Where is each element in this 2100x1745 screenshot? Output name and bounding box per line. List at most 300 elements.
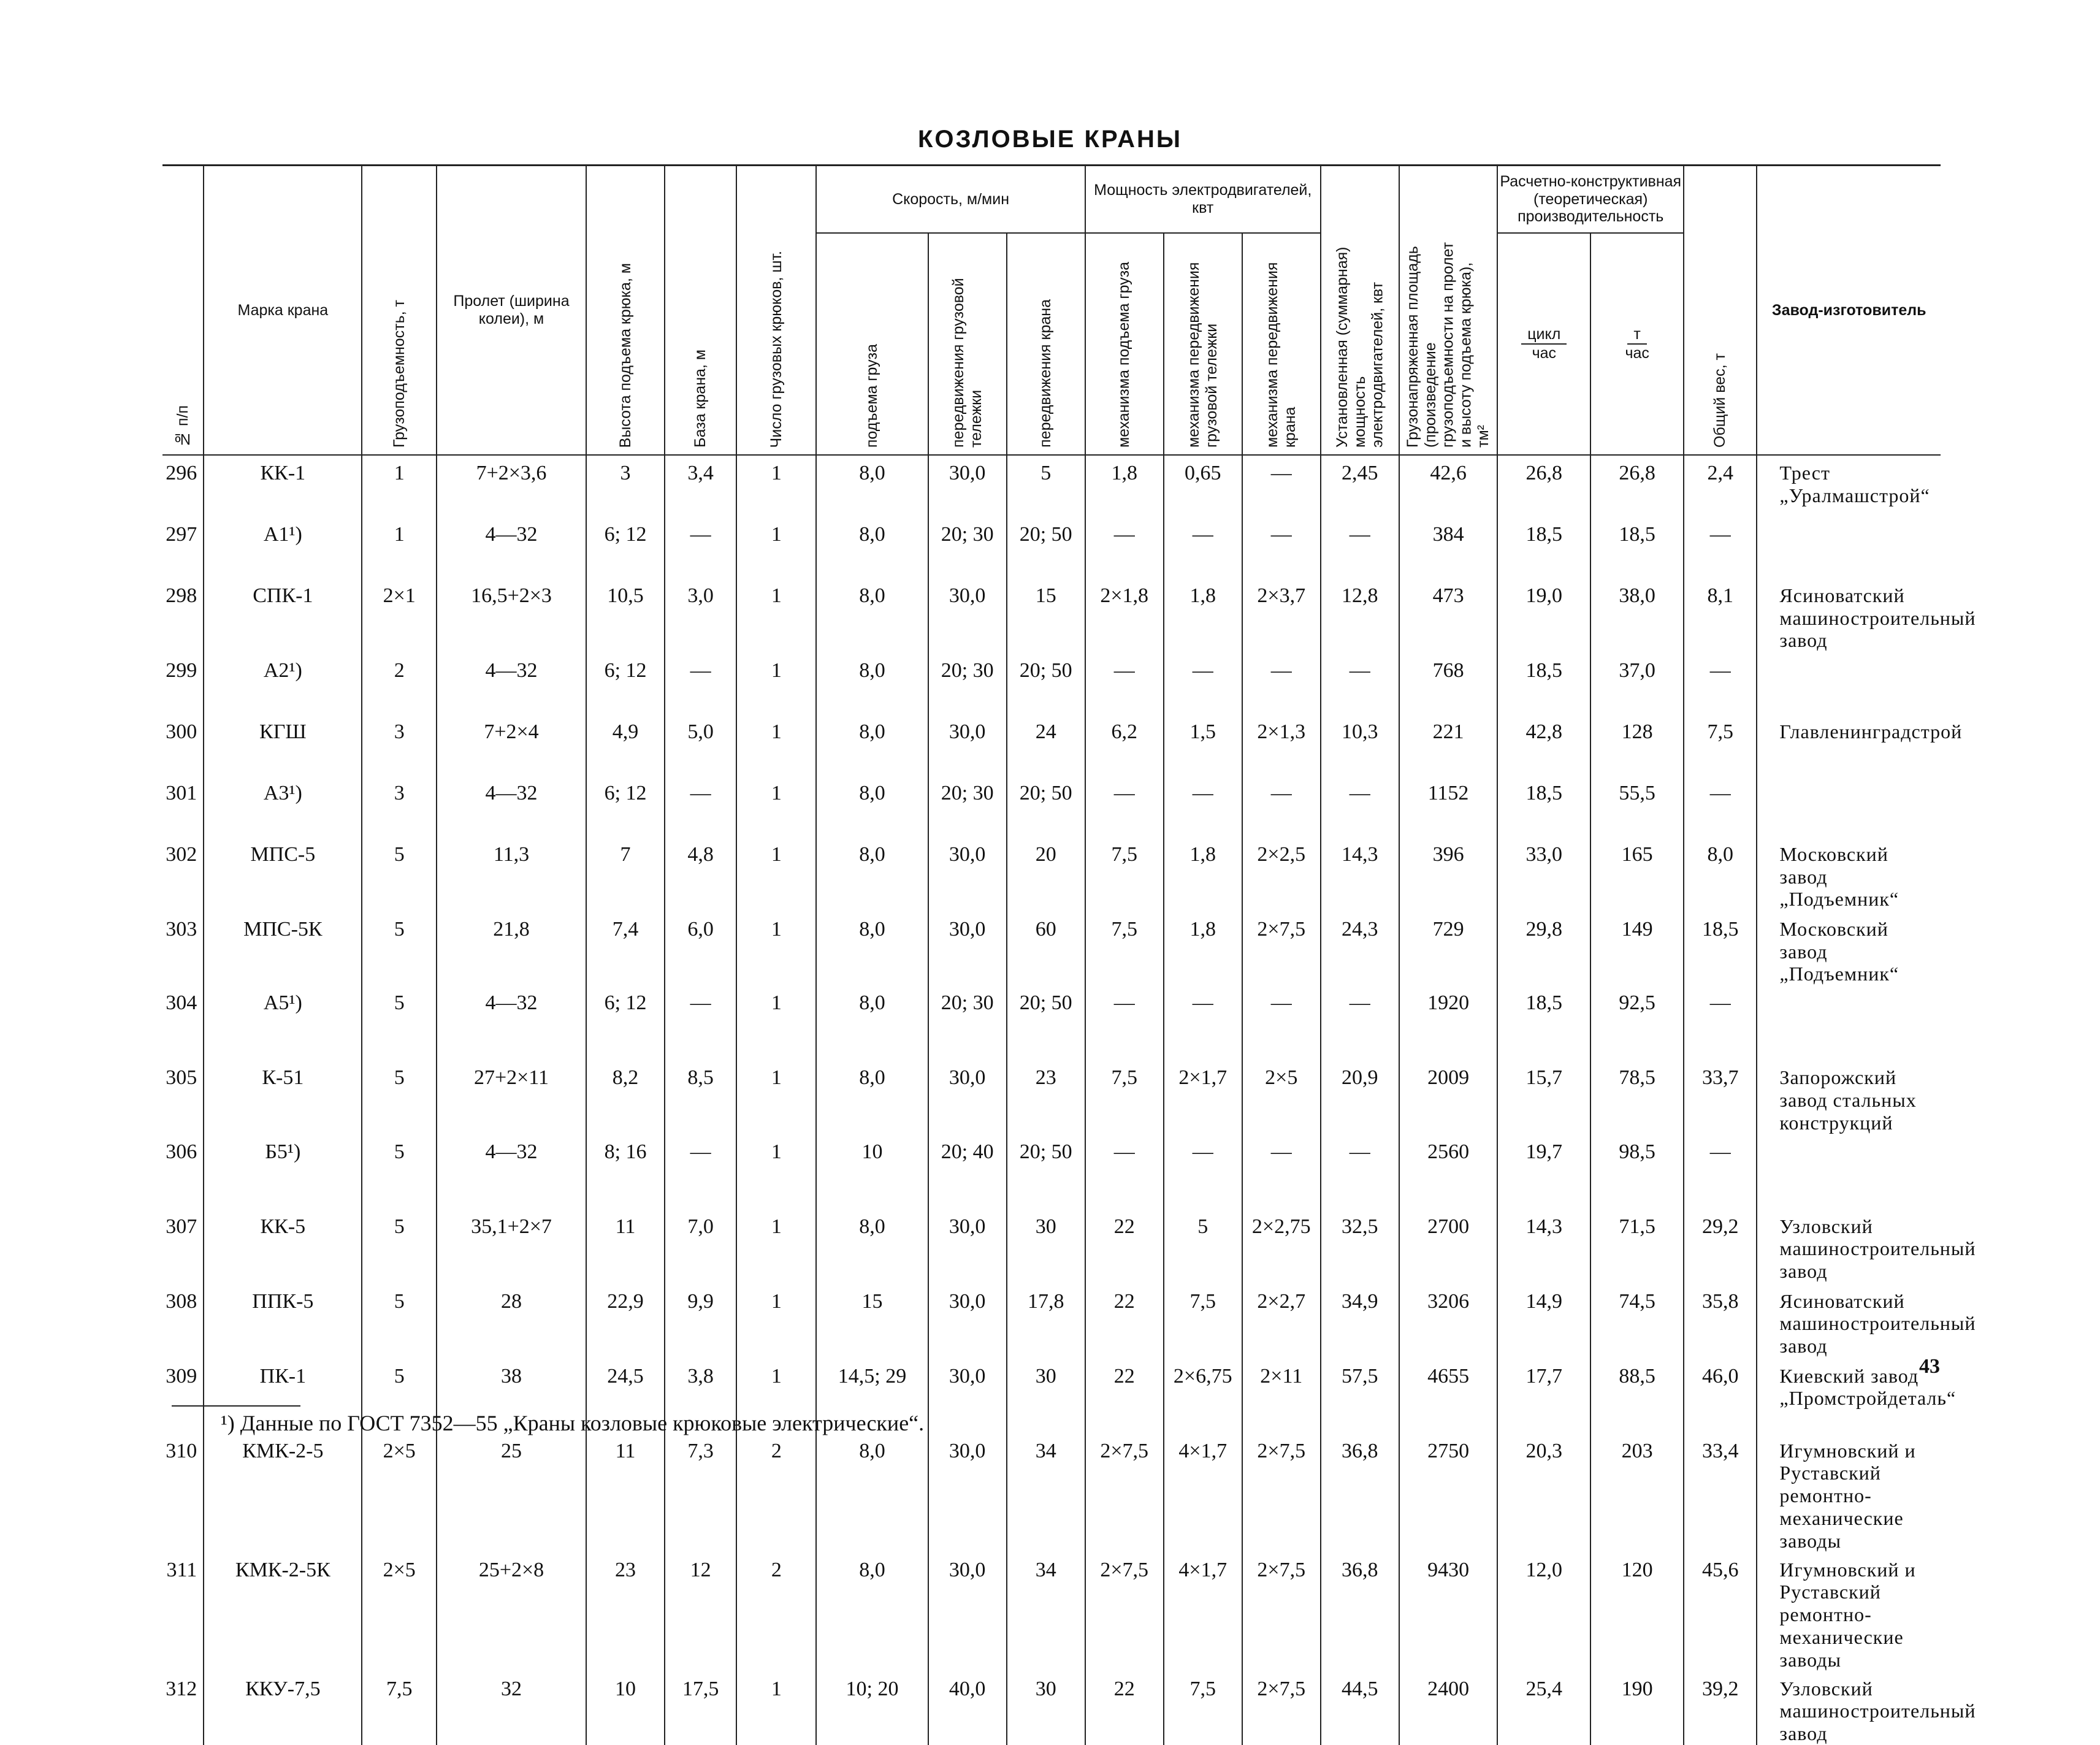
cell-productivity-tonnes: 149 <box>1590 912 1684 985</box>
cell-row-number: 300 <box>166 720 197 743</box>
cell-span: 4—32 <box>437 985 586 1060</box>
cell-power-trolley: — <box>1164 517 1242 578</box>
cell-hook-height: 4,9 <box>586 714 665 776</box>
header-prod-cycles: $\frac{\text{цикл}}{\text{час}}$ <box>1497 233 1590 455</box>
cell-capacity: 5 <box>362 1284 437 1359</box>
cell-productivity-cycles: 29,8 <box>1497 912 1590 985</box>
cell-capacity: 2×1 <box>362 578 437 653</box>
cell-capacity: 1 <box>362 517 437 578</box>
cell-power-lift: 7,5 <box>1085 912 1164 985</box>
cell-installed-power: 14,3 <box>1321 837 1399 912</box>
cell-span: 7+2×3,6 <box>437 455 586 517</box>
cell-power-crane: 2×5 <box>1242 1060 1321 1134</box>
cell-speed-trolley: 30,0 <box>928 912 1007 985</box>
cell-power-lift: — <box>1085 517 1164 578</box>
cell-speed-lift: 8,0 <box>816 714 928 776</box>
cell-base: — <box>665 517 736 578</box>
header-capacity: Грузоподъемность, т <box>362 166 437 455</box>
cell-hook-height: 7 <box>586 837 665 912</box>
header-installed-power: Установленная (суммарная) мощность электродвигателей, квт <box>1321 166 1399 455</box>
cell-hook-height: 6; 12 <box>586 985 665 1060</box>
cell-speed-lift: 8,0 <box>816 653 928 714</box>
header-power-trolley: механизма передвижения грузовой тележки <box>1164 233 1242 455</box>
table-row <box>162 985 1941 1060</box>
cell-installed-power: 10,3 <box>1321 714 1399 776</box>
cell-base: 8,5 <box>665 1060 736 1134</box>
cell-productivity-cycles: 18,5 <box>1497 517 1590 578</box>
cell-brand: КК-5 <box>204 1209 362 1284</box>
cell-row-number: 312 <box>166 1677 197 1700</box>
header-prod-tonnes: $\frac{т}{\text{час}}$ <box>1590 233 1684 455</box>
cell-weight: — <box>1684 517 1757 578</box>
cell-speed-crane: 34 <box>1007 1552 1085 1671</box>
cell-speed-lift: 8,0 <box>816 455 928 517</box>
cell-power-crane: 2×1,3 <box>1242 714 1321 776</box>
cell-productivity-cycles: 18,5 <box>1497 653 1590 714</box>
cell-speed-crane: 20 <box>1007 837 1085 912</box>
cell-maker <box>1757 776 1941 837</box>
cell-power-trolley: 7,5 <box>1164 1284 1242 1359</box>
cell-speed-lift: 8,0 <box>816 985 928 1060</box>
cell-speed-lift: 8,0 <box>816 1209 928 1284</box>
cell-productivity-cycles: 20,3 <box>1497 1434 1590 1552</box>
cell-capacity: 5 <box>362 1209 437 1284</box>
cell-hooks: 1 <box>736 714 816 776</box>
cell-installed-power: 12,8 <box>1321 578 1399 653</box>
cell-speed-crane: 20; 50 <box>1007 985 1085 1060</box>
cell-speed-crane: 20; 50 <box>1007 1134 1085 1209</box>
cell-capacity: 5 <box>362 985 437 1060</box>
cell-capacity: 3 <box>362 776 437 837</box>
cell-capacity: 2×5 <box>362 1434 437 1552</box>
cell-installed-power: 24,3 <box>1321 912 1399 985</box>
cell-span: 21,8 <box>437 912 586 985</box>
cell-brand: ПК-1 <box>204 1359 362 1434</box>
cell-productivity-cycles: 19,0 <box>1497 578 1590 653</box>
cell-installed-power: — <box>1321 1134 1399 1209</box>
cell-weight: 33,4 <box>1684 1434 1757 1552</box>
cell-installed-power: 44,5 <box>1321 1671 1399 1745</box>
cell-load-area: 384 <box>1399 517 1498 578</box>
cell-speed-crane: 60 <box>1007 912 1085 985</box>
cell-brand: МПС-5 <box>204 837 362 912</box>
cell-hooks: 2 <box>736 1434 816 1552</box>
cell-row-number: 308 <box>166 1289 197 1313</box>
cell-speed-crane: 30 <box>1007 1209 1085 1284</box>
cell-power-trolley: — <box>1164 1134 1242 1209</box>
cell-hook-height: 7,4 <box>586 912 665 985</box>
cell-productivity-cycles: 33,0 <box>1497 837 1590 912</box>
cell-load-area: 42,6 <box>1399 455 1498 517</box>
header-speed-group: Скорость, м/мин <box>816 166 1085 234</box>
cell-speed-crane: 30 <box>1007 1359 1085 1434</box>
cell-speed-lift: 8,0 <box>816 776 928 837</box>
cell-hooks: 1 <box>736 578 816 653</box>
cell-power-crane: 2×7,5 <box>1242 1552 1321 1671</box>
cell-productivity-tonnes: 38,0 <box>1590 578 1684 653</box>
cell-speed-trolley: 30,0 <box>928 1209 1007 1284</box>
cell-speed-trolley: 30,0 <box>928 578 1007 653</box>
cell-installed-power: 57,5 <box>1321 1359 1399 1434</box>
cell-power-crane: 2×2,7 <box>1242 1284 1321 1359</box>
cell-load-area: 2700 <box>1399 1209 1498 1284</box>
cell-installed-power: 20,9 <box>1321 1060 1399 1134</box>
cell-span: 28 <box>437 1284 586 1359</box>
cell-weight: 29,2 <box>1684 1209 1757 1284</box>
cell-base: 7,0 <box>665 1209 736 1284</box>
cell-brand: ККУ-7,5 <box>204 1671 362 1745</box>
cell-hook-height: 22,9 <box>586 1284 665 1359</box>
cell-power-lift: 2×7,5 <box>1085 1434 1164 1552</box>
cell-speed-lift: 8,0 <box>816 517 928 578</box>
cell-weight: 35,8 <box>1684 1284 1757 1359</box>
cell-productivity-tonnes: 120 <box>1590 1552 1684 1671</box>
cell-power-trolley: — <box>1164 985 1242 1060</box>
cell-span: 11,3 <box>437 837 586 912</box>
table-row <box>162 1284 1941 1359</box>
cell-productivity-cycles: 19,7 <box>1497 1134 1590 1209</box>
cell-hook-height: 10,5 <box>586 578 665 653</box>
cell-installed-power: — <box>1321 776 1399 837</box>
cell-power-trolley: 5 <box>1164 1209 1242 1284</box>
cell-productivity-tonnes: 74,5 <box>1590 1284 1684 1359</box>
cell-productivity-tonnes: 128 <box>1590 714 1684 776</box>
cell-power-lift: 22 <box>1085 1359 1164 1434</box>
cell-speed-lift: 15 <box>816 1284 928 1359</box>
cell-hooks: 1 <box>736 837 816 912</box>
cell-speed-lift: 10; 20 <box>816 1671 928 1745</box>
cell-speed-trolley: 20; 30 <box>928 985 1007 1060</box>
cell-productivity-tonnes: 26,8 <box>1590 455 1684 517</box>
cell-speed-lift: 8,0 <box>816 912 928 985</box>
cell-weight: — <box>1684 776 1757 837</box>
cell-maker: Трест „Уралмашстрой“ <box>1757 455 1941 517</box>
cell-speed-trolley: 20; 30 <box>928 776 1007 837</box>
cell-row-number: 302 <box>166 842 197 866</box>
cell-speed-lift: 14,5; 29 <box>816 1359 928 1434</box>
cell-weight: 8,1 <box>1684 578 1757 653</box>
cell-productivity-cycles: 14,9 <box>1497 1284 1590 1359</box>
cell-installed-power: 2,45 <box>1321 455 1399 517</box>
cell-capacity: 2×5 <box>362 1552 437 1671</box>
cell-power-lift: 2×1,8 <box>1085 578 1164 653</box>
cell-hook-height: 11 <box>586 1209 665 1284</box>
cell-row-number: 303 <box>166 917 197 941</box>
cell-speed-trolley: 20; 30 <box>928 517 1007 578</box>
cell-base: 4,8 <box>665 837 736 912</box>
cell-weight: — <box>1684 653 1757 714</box>
cell-productivity-cycles: 26,8 <box>1497 455 1590 517</box>
cell-hooks: 2 <box>736 1552 816 1671</box>
cell-power-lift: 7,5 <box>1085 1060 1164 1134</box>
cell-productivity-cycles: 17,7 <box>1497 1359 1590 1434</box>
cell-capacity: 5 <box>362 1359 437 1434</box>
cell-base: 3,0 <box>665 578 736 653</box>
cell-maker: Игумновский и Руставский ремонтно-механические заводы <box>1757 1552 1941 1671</box>
cell-hook-height: 8,2 <box>586 1060 665 1134</box>
cell-hooks: 1 <box>736 1209 816 1284</box>
cell-hooks: 1 <box>736 517 816 578</box>
cell-hook-height: 11 <box>586 1434 665 1552</box>
cell-load-area: 2560 <box>1399 1134 1498 1209</box>
cell-hooks: 1 <box>736 455 816 517</box>
cell-base: 17,5 <box>665 1671 736 1745</box>
cell-weight: 39,2 <box>1684 1671 1757 1745</box>
cell-weight: 18,5 <box>1684 912 1757 985</box>
cell-power-lift: 22 <box>1085 1671 1164 1745</box>
cell-maker: Московский завод „Подъемник“ <box>1757 912 1941 985</box>
cell-speed-crane: 20; 50 <box>1007 517 1085 578</box>
cell-brand: А1¹) <box>204 517 362 578</box>
cell-load-area: 3206 <box>1399 1284 1498 1359</box>
cell-speed-lift: 8,0 <box>816 1434 928 1552</box>
cell-base: 3,8 <box>665 1359 736 1434</box>
cell-span: 4—32 <box>437 1134 586 1209</box>
cell-speed-lift: 8,0 <box>816 837 928 912</box>
cell-row-number: 304 <box>166 991 197 1015</box>
cell-brand: КГШ <box>204 714 362 776</box>
header-brand: Марка крана <box>204 166 362 455</box>
cell-maker: Запорожский завод стальных конструкций <box>1757 1060 1941 1134</box>
cell-weight: 2,4 <box>1684 455 1757 517</box>
page-number: 43 <box>1919 1355 1940 1378</box>
cell-power-trolley: 2×1,7 <box>1164 1060 1242 1134</box>
cell-speed-crane: 17,8 <box>1007 1284 1085 1359</box>
cell-maker: Игумновский и Руставский ремонтно-механические заводы <box>1757 1434 1941 1552</box>
cell-brand: ППК-5 <box>204 1284 362 1359</box>
cell-productivity-tonnes: 55,5 <box>1590 776 1684 837</box>
cell-span: 38 <box>437 1359 586 1434</box>
cell-productivity-tonnes: 98,5 <box>1590 1134 1684 1209</box>
cell-span: 25 <box>437 1434 586 1552</box>
table-row <box>162 1209 1941 1284</box>
cell-installed-power: — <box>1321 517 1399 578</box>
cell-productivity-cycles: 25,4 <box>1497 1671 1590 1745</box>
cell-weight: 45,6 <box>1684 1552 1757 1671</box>
cell-base: — <box>665 653 736 714</box>
cell-load-area: 768 <box>1399 653 1498 714</box>
cell-base: 7,3 <box>665 1434 736 1552</box>
cell-load-area: 729 <box>1399 912 1498 985</box>
cell-productivity-tonnes: 78,5 <box>1590 1060 1684 1134</box>
cell-power-trolley: 1,8 <box>1164 912 1242 985</box>
cell-maker: Узловский машиностроительный завод <box>1757 1671 1941 1745</box>
cell-weight: 46,0 <box>1684 1359 1757 1434</box>
cell-power-lift: 22 <box>1085 1209 1164 1284</box>
cell-installed-power: — <box>1321 985 1399 1060</box>
cell-power-lift: 22 <box>1085 1284 1164 1359</box>
cell-hook-height: 24,5 <box>586 1359 665 1434</box>
cell-productivity-tonnes: 18,5 <box>1590 517 1684 578</box>
cell-base: — <box>665 776 736 837</box>
header-power-group: Мощность электродвигателей, квт <box>1085 166 1321 234</box>
table-row <box>162 578 1941 653</box>
cell-speed-crane: 20; 50 <box>1007 653 1085 714</box>
cell-brand: КК-1 <box>204 455 362 517</box>
cell-span: 35,1+2×7 <box>437 1209 586 1284</box>
cell-speed-trolley: 30,0 <box>928 837 1007 912</box>
cell-speed-trolley: 40,0 <box>928 1671 1007 1745</box>
cell-power-trolley: 1,8 <box>1164 578 1242 653</box>
cell-brand: К-51 <box>204 1060 362 1134</box>
cell-power-crane: — <box>1242 653 1321 714</box>
table-row <box>162 455 1941 517</box>
table-row <box>162 1134 1941 1209</box>
table-row <box>162 714 1941 776</box>
page-title: КОЗЛОВЫЕ КРАНЫ <box>917 126 1183 153</box>
cell-speed-trolley: 30,0 <box>928 455 1007 517</box>
cell-speed-crane: 34 <box>1007 1434 1085 1552</box>
header-speed-lift: подъема груза <box>816 233 928 455</box>
table-row <box>162 912 1941 985</box>
footnote: ¹) Данные по ГОСТ 7352—55 „Краны козловые крюковые электрические“. <box>221 1411 925 1435</box>
cell-hook-height: 8; 16 <box>586 1134 665 1209</box>
cell-speed-crane: 24 <box>1007 714 1085 776</box>
cell-speed-lift: 8,0 <box>816 1552 928 1671</box>
cell-productivity-cycles: 12,0 <box>1497 1552 1590 1671</box>
cell-weight: 7,5 <box>1684 714 1757 776</box>
header-weight: Общий вес, т <box>1684 166 1757 455</box>
cell-power-lift: 2×7,5 <box>1085 1552 1164 1671</box>
cell-row-number: 311 <box>166 1558 197 1581</box>
cell-capacity: 3 <box>362 714 437 776</box>
cell-row-number: 307 <box>166 1215 197 1238</box>
cell-speed-trolley: 30,0 <box>928 1359 1007 1434</box>
cell-span: 16,5+2×3 <box>437 578 586 653</box>
cell-speed-trolley: 30,0 <box>928 1060 1007 1134</box>
cell-speed-crane: 15 <box>1007 578 1085 653</box>
cell-power-trolley: 4×1,7 <box>1164 1434 1242 1552</box>
cell-row-number: 301 <box>166 781 197 804</box>
cell-power-crane: 2×2,75 <box>1242 1209 1321 1284</box>
cell-power-trolley: 2×6,75 <box>1164 1359 1242 1434</box>
cell-speed-trolley: 30,0 <box>928 1552 1007 1671</box>
cell-power-trolley: 1,8 <box>1164 837 1242 912</box>
cell-speed-crane: 20; 50 <box>1007 776 1085 837</box>
header-hooks: Число грузовых крюков, шт. <box>736 166 816 455</box>
cell-capacity: 1 <box>362 455 437 517</box>
cell-hook-height: 6; 12 <box>586 776 665 837</box>
cell-brand: А2¹) <box>204 653 362 714</box>
cell-maker: Московский завод „Подъемник“ <box>1757 837 1941 912</box>
cell-power-trolley: — <box>1164 776 1242 837</box>
cell-productivity-cycles: 18,5 <box>1497 985 1590 1060</box>
cell-capacity: 5 <box>362 912 437 985</box>
footnote-rule <box>172 1405 300 1407</box>
cell-power-trolley: 0,65 <box>1164 455 1242 517</box>
cell-power-lift: — <box>1085 653 1164 714</box>
cell-brand: А3¹) <box>204 776 362 837</box>
header-num: № п/п <box>162 166 204 455</box>
cell-row-number: 310 <box>166 1439 197 1462</box>
cell-productivity-tonnes: 92,5 <box>1590 985 1684 1060</box>
cell-power-crane: 2×3,7 <box>1242 578 1321 653</box>
cell-installed-power: — <box>1321 653 1399 714</box>
cell-base: — <box>665 1134 736 1209</box>
cell-hook-height: 3 <box>586 455 665 517</box>
cell-hook-height: 23 <box>586 1552 665 1671</box>
cell-span: 4—32 <box>437 653 586 714</box>
cell-maker <box>1757 517 1941 578</box>
cell-base: 9,9 <box>665 1284 736 1359</box>
cell-brand: СПК-1 <box>204 578 362 653</box>
cell-span: 32 <box>437 1671 586 1745</box>
cell-installed-power: 36,8 <box>1321 1552 1399 1671</box>
cell-power-lift: — <box>1085 1134 1164 1209</box>
cell-brand: МПС-5К <box>204 912 362 985</box>
cell-power-crane: 2×11 <box>1242 1359 1321 1434</box>
cell-span: 25+2×8 <box>437 1552 586 1671</box>
header-power-crane: механизма передвижения крана <box>1242 233 1321 455</box>
cell-productivity-cycles: 14,3 <box>1497 1209 1590 1284</box>
cell-power-lift: 6,2 <box>1085 714 1164 776</box>
cell-row-number: 299 <box>166 659 197 682</box>
cell-load-area: 473 <box>1399 578 1498 653</box>
cell-power-crane: — <box>1242 455 1321 517</box>
cell-brand: Б5¹) <box>204 1134 362 1209</box>
cell-hook-height: 6; 12 <box>586 653 665 714</box>
cell-hooks: 1 <box>736 776 816 837</box>
cell-hooks: 1 <box>736 912 816 985</box>
cell-span: 27+2×11 <box>437 1060 586 1134</box>
header-base: База крана, м <box>665 166 736 455</box>
cell-load-area: 2750 <box>1399 1434 1498 1552</box>
cell-hooks: 1 <box>736 1284 816 1359</box>
cell-power-crane: — <box>1242 1134 1321 1209</box>
cell-maker: Узловский машиностроительный завод <box>1757 1209 1941 1284</box>
cell-row-number: 298 <box>166 584 197 607</box>
cell-maker <box>1757 985 1941 1060</box>
cell-load-area: 1920 <box>1399 985 1498 1060</box>
cell-base: 3,4 <box>665 455 736 517</box>
cell-speed-trolley: 30,0 <box>928 1284 1007 1359</box>
cell-load-area: 4655 <box>1399 1359 1498 1434</box>
cell-load-area: 2400 <box>1399 1671 1498 1745</box>
cell-row-number: 297 <box>166 522 197 546</box>
cell-productivity-cycles: 42,8 <box>1497 714 1590 776</box>
cell-speed-lift: 8,0 <box>816 578 928 653</box>
table-row <box>162 1434 1941 1552</box>
cell-power-crane: — <box>1242 517 1321 578</box>
cell-power-crane: — <box>1242 776 1321 837</box>
cell-maker: Ясиноватский машиностроительный завод <box>1757 1284 1941 1359</box>
cell-maker <box>1757 1134 1941 1209</box>
cell-row-number: 296 <box>166 461 197 484</box>
cell-row-number: 305 <box>166 1066 197 1090</box>
cell-weight: — <box>1684 1134 1757 1209</box>
crane-table <box>162 164 1976 1745</box>
cell-speed-trolley: 20; 30 <box>928 653 1007 714</box>
cell-power-lift: — <box>1085 985 1164 1060</box>
cell-hooks: 1 <box>736 1060 816 1134</box>
table-row <box>162 653 1941 714</box>
table-row <box>162 776 1941 837</box>
cell-maker <box>1757 653 1941 714</box>
cell-power-crane: — <box>1242 985 1321 1060</box>
cell-brand: КМК-2-5 <box>204 1434 362 1552</box>
table-row <box>162 517 1941 578</box>
cell-speed-trolley: 30,0 <box>928 1434 1007 1552</box>
header-span: Пролет (ширина колеи), м <box>437 166 586 455</box>
cell-base: 5,0 <box>665 714 736 776</box>
cell-speed-crane: 5 <box>1007 455 1085 517</box>
header-load-area: Грузонапряженная площадь (произведение грузоподъемности на пролет и высоту подъема крюка), тм² <box>1399 166 1498 455</box>
cell-speed-lift: 10 <box>816 1134 928 1209</box>
cell-load-area: 9430 <box>1399 1552 1498 1671</box>
cell-power-trolley: 7,5 <box>1164 1671 1242 1745</box>
cell-span: 4—32 <box>437 517 586 578</box>
cell-load-area: 1152 <box>1399 776 1498 837</box>
